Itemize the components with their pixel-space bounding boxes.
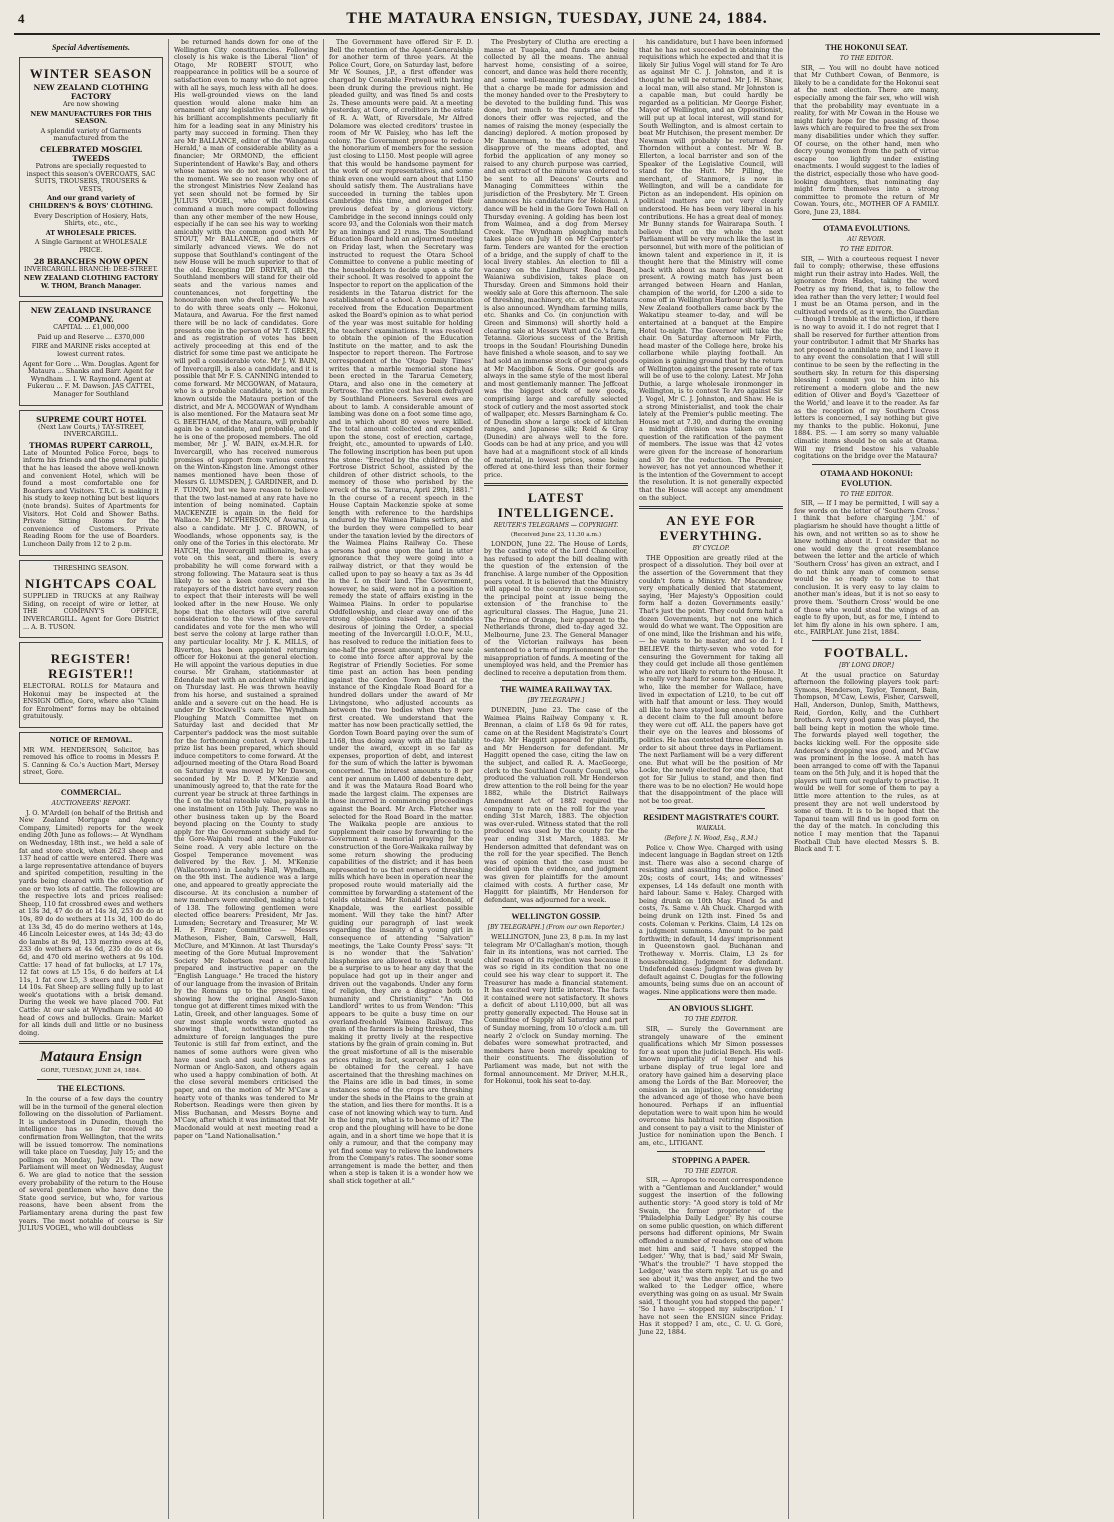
letter-text: SIR, — You will no doubt have noticed that Mr Cuthbert Cowan, of Benmore, is likely to be a candidate for the Hokonui seat at the next election. There are many, especially among the fair sex, who will wish that the probability may eventuate in a reality, for with Mr Cowan in the House we might fairly hope for the passing of those laws which are required to free the sex from many disabilities under which they suffer. Of course, on the other hand, men who decry young women from the path of virtue escape too lightly under existing enactments. I would suggest to the ladies of the district, especially those who have good-looking daughters, that nominating day might form themselves into a strong committee to promote the return of Mr Cowan. Yours, etc., MOTHER OF A FAMILY. Gore, June 23, 1884.	[794, 63, 939, 216]
hotel-ad: SUPREME COURT HOTEL (Next Law Courts,) TAY-STREET, INVERCARGILL. THOMAS RUPERT CARROLL, Late of Mounted Police Force, begs to inform his friends and the general public that he has leased the above well-known and convenient Hotel, which will be found a most comfortable one for Boarders and Visitors. T.R.C. is making it his study to keep nothing but best liquors (note brands). Suites of Apartments for Visitors. Hot Cold and Shower Baths. Private Sitting Rooms for the convenience of Customers. Private Reading Room for the use of Boarders. Luncheon Daily from 12 to 2 p.m.	[19, 410, 163, 556]
article-text: be returned hands down for one of the Wellington City constituencies. Following closely is his wake is the Liberal "lion" of Otago, Mr ROBERT STOUT, who reappearance in politics will be a source of satisfaction even to many who do not agree with all he says, much less with all he does. His well-grounded views on the land question would alone make him an ornament of any legislative chamber, while his brilliant accomplishments peculiarly fit him for a leading seat in any Ministry his party may succeed in forming. Then they are Mr BALLANCE, editor of the 'Wanganui Herald,' a man of considerable ability as a financier; Mr ORMOND, the efficient Superintendent of Hawke's Bay, and others whose names we do not now recollect at the moment. We see no reason why one of the strongest Ministries New Zealand has yet seen should not be formed by Sir JULIUS VOGEL, who will doubtless command a much more compact following than any other member of the new House, especially if he can see his way to working amicably with the common good with Mr STOUT, Mr BALLANCE, and others of similarly advanced views. We do not suppose that Southland's contingent of the new House will be much superior to that of the old. Excepting DE DRIVER, all the Southland members will stand for their old seats and the various names and countenances, not forgetting the honourable men who dwell there. We have to do with three seats only — Hokonui, Mataura, and Awarua. For the first named there will be no lack of candidates. Gore presents one in the person of Mr T. GREEN, and as registration of votes has been actively proceeding at this end of the district for some time past we anticipate he will poll a considerable vote. Mr J. W. BAIN, of Invercargill, is also a candidate, and it is possible that Mr F. S. CANNING intended to come forward. Mr MCGOWAN, of Mataura, who is a probable candidate, is not much known outside the Mataura portion of the district, and Mr A. MCGOWAN of Wyndham is also mentioned. For the Mataura seat Mr G. BEETHAM, of the Mataura, will probably again be a candidate, and probable, and if he is one of the proposed members. The old member, Mr J. W. BAIN, ex-M.H.R. for Invercargill, who has received numerous promises of support from various centres on the Winton-Kingston line. Amongst other names mentioned have been those of Messrs G. LUMSDEN, J. GARDINER, and D. F. TUNON, but we have reason to believe that the two last-named at any rate have no intention of being nominated. Captain MACKENZIE is again in the field for Wallace. Mr J. MCPHERSON, of Awarua, is also a candidate. Mr J. C. BROWN, of Woodlands, whose opponents say, is the only one of the Tories in this electorate. Mr HATCH, the Invercargill millionaire, has a vote on this seat, and there is every probability he will come forward with a strong following. The Mataura seat is thus likely to see a keen contest, and the ratepayers of the district have every reason to expect that their interests will be well looked after in the new House. We only hope that the electors will give careful consideration to the views of the several candidates and vote for the men who will best serve the colony at large rather than any particular locality. Mr J. K. MILLS, of Riverton, has been appointed returning officer for Hokonui at the general election. He will appoint the various deputies in due course. Mr Graham, stationmaster at Edendale met with an accident while riding on Thursday last. He was thrown heavily from his horse, and sustained a sprained ankle and a severe cut on the head. He is under Dr Stockwell's care. The Wyndham Ploughing Match Committee met on Saturday last and decided that Mr Carpenter's paddock was the most suitable for the forthcoming contest. A very liberal prize list has been prepared, which should induce competitors to come forward. At the adjourned meeting of the Otara Road Board on Saturday it was moved by Mr Dawson, seconded by Mr D. P. M'Kenzie and unanimously agreed to, that the rate for the current year be struck at three farthings in the £ on the total rateable value, payable in one instalment on 15th July. There was no other business taken up by the Board beyond placing on the County to study apply for the Government subsidy and for the Gore-Waipahi road and the Fukerau-Seine road. A very able lecture on the Gospel Temperance movement was delivered by the Rev. J. M. M'Kenzie (Wallacetown) in Leahy's Hall, Wyndham, on the 9th inst. The audience was a large one, and appeared to greatly appreciate the discourse. At its conclusion a number of new members were enrolled, making a total of 138. The following gentlemen were elected office bearers: President, Mr Jas. Lumsden; Secretary and Treasurer, Mr W. H. F. Frazer; Committee — Messrs Matheson, Fisher, Bain, Carswell, Hall, McClure, and M'Kinnon. At last Thursday's meeting of the Gore Mutual Improvement Society Mr Robertson read a carefully prepared and instructive paper on the "English Language." He traced the history of our language from the invasion of Britain by the Romans up to the present time, showing how the original Anglo-Saxon tongue got at different times mixed with the Latin, Greek, and other languages. Some of our most simple words were quoted as showing that, notwithstanding the admixture of foreign languages the pure Teutonic is still far from extinct, and the names of some authors were given who have used such and such languages as Norman or Anglo-Saxon, and others again who used a happy combination of both. At the close several members criticised the paper, and on the motion of Mr M'Caw a hearty vote of thanks was tendered to Mr Robertson. Readings were then given by Miss Buchanan, and Messrs Boyne and M'Caw, after which it was intimated that Mr Macdonald would at next meeting read a paper on "Land Nationalisation."	[174, 39, 318, 1140]
wellington-gossip-heading: WELLINGTON GOSSIP.	[511, 912, 601, 922]
insurance-ad: NEW ZEALAND INSURANCE COMPANY. CAPITAL ... £1,000,000 Paid up and Reserve ... £370,000 FIRE and MARINE risks accepted at lowest current rates. Agent for Gore ... Wm. Douglas. Agent for Mataura ... Shanks and Barr. Agent for Wyndham ... I. W. Raymond. Agent at Fukerau ... F. M. Dawson. JAS CATTEL, Manager for Southland	[19, 301, 163, 405]
page-number: 4	[18, 11, 25, 26]
magistrates-court-heading: RESIDENT MAGISTRATE'S COURT.	[643, 813, 779, 823]
coal-ad: THRESHING SEASON. NIGHTCAPS COAL SUPPLIED in TRUCKS at any Railway Siding, on receipt of wire or letter, at THE COMPANY'S OFFICE, INVERCARGILL. Agent for Gore District ... A. B. TUSON.	[19, 560, 163, 639]
letter-text: SIR, — With a courteous request I never fail to comply; otherwise, these effusions might run their astray into Hades. Well, the ignorance from Hades, taking the word Poetry as my friend, that is, to follow the idea rather than the very letter; I would feel I must be an Otama person, and in the cultivated words of, as it were, the Guardian — though I tremble at the infliction, if there is no way to avoid it. I do not regret that I shall be reserved for further attention from your contributor. I admit that Mr Sharks has not proposed to annihilate me, and I leave it to any event the consolation that I will still continue to be seen by the reflecting in the southern sky. In return for this dispersing blessing I commit you to him into his retirement a modern globe and the new edition of Oliver and Boyd's 'Gazetteer of the World,' and leave it to the reader. As far as the reception of my Southern Cross letters is concerned, I say nothing but give my thanks to the public. Hokonui, June 1884. P.S. — I am sorry so many valuable climatic items should be on sale at Otama. Will my friend bestow his valuable cogitations on the bridge over the Mataura?	[794, 254, 939, 461]
section-heading: Special Advertisements.	[52, 43, 130, 52]
column-3	[324, 39, 479, 1519]
elections-leader: In the course of a few days the country will be in the turmoil of the general election following on the dissolution of Parliament. It is understood in Dunedin, though the intelligence has so far received no confirmation from Wellington, that the writs will be issued tomorrow. The nominations will take place on Tuesday, July 15; and the pollings on Monday, July 21. The new Parliament will meet on Wednesday, August 6. We are glad to notice that the session every probability of the return to the House of several gentlemen who have done the State good service, but who, for various reasons, have been absent from the Parliamentary arena during the past few years. The most notable of course is Sir JULIUS VOGEL, who will doubtless	[19, 1095, 163, 1233]
column-4: The Presbytery of Clutha are erecting a manse at Tuapeka, and funds are being collected by all the means. The annual harvest home, consisting of a soiree, concert, and dance was held there recently, and some well-meaning persons decided that a charge be made for admission and the money handed over to the Presbytery to be devoted to the building fund. This was done, but much to the surprise of the donors their offer was rejected, and the names of raising the money (especially the dancing) deplored. A motion proposed by Mr Rannerman, to the effect that they disapprove of the means adopted, and forbid the application of any money so raised to any church purpose was carried, and an extract of the minute was ordered to be sent to all Deacons' Courts and Managing Committees within the jurisdiction of the Presbytery. Mr T. Green announces his candidature for Hokonui. A dance will be held in the Gore Town Hall on Thursday evening. A golding has been lost from Waimea, and a dog from Mersey Creek. The Wyndham ploughing match takes place on July 18 on Mr Carpenter's farm. Tenders are wanted for the erection of a bridge, and the supply of chaff to the local livery stables. An election to fill a vacancy on the Lindhurst Road Board, Waianiwa subdivision, takes place on Thursday. Green and Simmons hold their weekly sale at Gore this afternoon. The sale of threshing, machinery, etc. at the Mataura is also announced. Wyndham farming mills, etc. Shanks and Co. (in conjunction with Green and Simmons) will shortly hold a clearing sale at Messrs Watt and Co.'s farm, Tetanna. Glorious success of the British troops in the Soudan! Flourishing Dunedin have finished a whole season, and to say we had sold an immense stock of general goods at Mr Macgibbon & Sons. Our goods are always in the same style of the most liberal and most gentlemanly manner. The Jeffcoat was the biggest stock of new goods, comprising large and carefully selected stock of cutlery and the most assorted stock of wallpaper, etc. Messrs Barningham & Co. of Dunedin show a large stock of kitchen ranges, and Japanese silk; Reid & Gray (Dunedin) are always well to the fore. Goods can be had at any price, and you will have had at a magnificent stock of all kinds of material, in lowest prices, some being offered at one-third less than their former price. LATEST INTELLIGENCE. REUTER'S TELEGRAMS — COPYRIGHT. (Received June 23, 11.30 a.m.) LONDON, June 22. The House of Lords, by the casting vote of the Lord Chancellor, has refused to adopt the bill dealing with the question of the extension of the franchise. A large number of the Opposition peers voted. It is believed that the Ministry will appeal to the country in consequence, the principal point at issue being the extension of the franchise to the agricultural classes. The Hague, June 21. The Prince of Orange, heir apparent to the Netherlands throne, died to-day aged 32. Melbourne, June 23. The General Manager of the Victorian railways has been sentenced to a term of imprisonment for the misappropriation of funds. A meeting of the unemployed was held, and the Premier has declined to receive a deputation from them. THE WAIMEA RAILWAY TAX. [BY TELEGRAPH.] DUNEDIN, June 23. The case of the Waimea Plains Railway Company v. R. Brennan, a claim of L18 6s 9d for rates, came on at the Resident Magistrate's Court to-day. Mr Haggitt appeared for plaintiffs, and Mr Henderson for defendant. Mr Haggitt opened the case, citing the law on the subject, and called R. A. MacGeorge, clerk to the Southland County Council, who produced the valuation roll. Mr Henderson drew attention to the roll being for the year 1882, while the District Railways Amendment Act of 1882 required the company to rate on the roll for the year ending 31st March, 1883. The objection was over-ruled. Witness stated that the roll produced was used by the county for the year ending 31st March, 1883. Mr Henderson admitted that defendant was on the roll for the year specified. The Bench was of opinion that the case must be decided upon the evidence, and judgment was given for plaintiffs for the amount claimed with costs. A further case, Mr Haggitt for plaintiffs, Mr Henderson for defendant, was adjourned for a week. WELLINGTON GOSSIP. [BY TELEGRAPH.] (From our own Reporter.) WELLINGTON, June 23, 8 p.m. In my last telegram Mr O'Callaghan's motion, though fair in its intentions, was not carried. The chief reason of its rejection was because it was so rigid in its condition that no one could see his way clear to support it. The Treasurer has made a financial statement. It has excited very little interest. The facts it contained were not satisfactory. It shows a deficit of about L110,000, but all was pretty generally expected. The House sat in Committee of Supply all Saturday and part of Sunday morning, from 10 o'clock a.m. till nearly 2 o'clock on Sunday morning. The debates were somewhat protracted, and members have been merely speaking to their constituents. The dissolution of Parliament was made, but not with the formal announcement. Mr Driver, M.H.R., for Hokonui, took his seat to-day.	[479, 39, 634, 1519]
column-1: Special Advertisements. WINTER SEASON NEW ZEALAND CLOTHING FACTORY Are now showing NEW MANUFACTURES FOR THIS SEASON. A splendid variety of Garments manufactured from the CELEBRATED MOSGIEL TWEEDS Patrons are specially requested to inspect this season's OVERCOATS, SAC SUITS, TROUSERS, TROUSERS & VESTS, And our grand variety of CHILDREN'S & BOYS' CLOTHING. Every Description of Hosiery, Hats, Shirts, etc., etc., AT WHOLESALE PRICES. A Single Garment at WHOLESALE PRICE. 28 BRANCHES NOW OPEN INVERCARGILL BRANCH: DEE-STREET. NEW ZEALAND CLOTHING FACTORY W. THOM, Branch Manager. NEW ZEALAND INSURANCE COMPANY. CAPITAL ... £1,000,000 Paid up and Reserve ... £370,000 FIRE and MARINE risks accepted at lowest current rates. Agent for Gore ... Wm. Douglas. Agent for Mataura ... Shanks and Barr. Agent for Wyndham ... I. W. Raymond. Agent at Fukerau ... F. M. Dawson. JAS CATTEL, Manager for Southland SUPREME COURT HOTEL (Next Law Courts,) TAY-STREET, INVERCARGILL. THOMAS RUPERT CARROLL, Late of Mounted Police Force, begs to inform his friends and the general public that he has leased the above well-known and convenient Hotel, which will be found a most comfortable one for Boarders and Visitors. T.R.C. is making it his study to keep nothing but best liquors (note brands). Suites of Apartments for Visitors. Hot Cold and Shower Baths. Private Sitting Rooms for the convenience of Customers. Private Reading Room for the use of Boarders. Luncheon Daily from 12 to 2 p.m. THRESHING SEASON. NIGHTCAPS COAL SUPPLIED in TRUCKS at any Railway Siding, on receipt of wire or letter, at THE COMPANY'S OFFICE, INVERCARGILL. Agent for Gore District ... A. B. TUSON. REGISTER! REGISTER!! ELECTORAL ROLLS for Mataura and Hokonui may be inspected at the ENSIGN Office, Gore, where also "Claim for Enrolment" forms may be obtained gratuitously. NOTICE OF REMOVAL. MR WM. HENDERSON, Solicitor, has removed his office to rooms in Messrs P. S. Canning & Co.'s Auction Mart, Mersey street, Gore. COMMERCIAL. AUCTIONEERS' REPORT. J. O. M'Ardell (on behalf of the British and New Zealand Mortgage and Agency Company, Limited) reports for the week ending 20th June as follows:— At Wyndham on Wednesday, 18th inst., we held a sale of fat and store stock, when 2623 sheep and 137 head of cattle were entered. There was a large representative attendance of buyers and spirited competition, resulting in the yards being cleared with the exception of one or two lots of cattle. The following are the respective lots and prices realised: Sheep, 110 fat crossbred ewes and wethers at 13s 3d, 47 do do at 14s 3d, 253 do do at 10s, 89 do do wethers at 11s 3d, 100 do do at 13s 3d, 45 do do merino wethers at 14s, 46 Lincoln Leicester ewes, at 14s 3d; 43 do do lambs at 8s 9d, 133 merino ewes at 4s, 233 do wethers at 4s 6d, 235 do do at 6s 6d, and 470 old merino wethers at 9s 10d. Cattle: 17 head of fat bullocks, at L7 17s, 12 fat cows at L5 15s, 6 do heifers at L4 11s, 1 fat cow L5, 3 steers and 1 heifer at L4 10s. Fat Sheep are selling fully up to last week's quotations with a brisk demand. During the week we have placed 700. Fat Cattle: At our sale at Wyndham we sold 40 head of cows and bullocks. Grain: Market for all kinds dull and little or no business doing. Mataura Ensign GORE, TUESDAY, JUNE 24, 1884. THE ELECTIONS. In the course of a few days the country will be in the turmoil of the general election following on the dissolution of Parliament. It is understood in Dunedin, though the intelligence has so far received no confirmation from Wellington, that the writs will be issued tomorrow. The nominations will take place on Tuesday, July 15; and the pollings on Monday, July 21. The new Parliament will meet on Wednesday, August 6. We are glad to notice that the session every probability of the return to the House of several gentlemen who have done the State good service, but who, for various reasons, have been absent from the Parliamentary arena during the past few years. The most notable of course is Sir JULIUS VOGEL, who will doubtless	[14, 39, 169, 1519]
commercial-heading: COMMERCIAL.	[60, 788, 122, 798]
article-text: WELLINGTON, June 23, 8 p.m. In my last telegram Mr O'Callaghan's motion, though fair in its intentions, was not carried. The chief reason of its rejection was because it was so rigid in its condition that no one could see his way clear to support it. The Treasurer has made a financial statement. It has excited very little interest. The facts it contained were not satisfactory. It shows a deficit of about L110,000, but all was pretty generally expected. The House sat in Committee of Supply all Saturday and part of Sunday morning, from 10 o'clock a.m. till nearly 2 o'clock on Sunday morning. The debates were somewhat protracted, and members have been merely speaking to their constituents. The dissolution of Parliament was made, but not with the formal announcement. Mr Driver, M.H.R., for Hokonui, took his seat to-day.	[484, 932, 628, 1086]
article-text: The Presbytery of Clutha are erecting a manse at Tuapeka, and funds are being collected by all the means. The annual harvest home, consisting of a soiree, concert, and dance was held there recently, and some well-meaning persons decided that a charge be made for admission and the money handed over to the Presbytery to be devoted to the building fund. This was done, but much to the surprise of the donors their offer was rejected, and the names of raising the money (especially the dancing) deplored. A motion proposed by Mr Rannerman, to the effect that they disapprove of the means adopted, and forbid the application of any money so raised to any church purpose was carried, and an extract of the minute was ordered to be sent to all Deacons' Courts and Managing Committees within the jurisdiction of the Presbytery. Mr T. Green announces his candidature for Hokonui. A dance will be held in the Gore Town Hall on Thursday evening. A golding has been lost from Waimea, and a dog from Mersey Creek. The Wyndham ploughing match takes place on July 18 on Mr Carpenter's farm. Tenders are wanted for the erection of a bridge, and the supply of chaff to the local livery stables. An election to fill a vacancy on the Lindhurst Road Board, Waianiwa subdivision, takes place on Thursday. Green and Simmons hold their weekly sale at Gore this afternoon. The sale of threshing, machinery, etc. at the Mataura is also announced. Wyndham farming mills, etc. Shanks and Co. (in conjunction with Green and Simmons) will shortly hold a clearing sale at Messrs Watt and Co.'s farm, Tetanna. Glorious success of the British troops in the Soudan! Flourishing Dunedin have finished a whole season, and to say we had sold an immense stock of general goods at Mr Macgibbon & Sons. Our goods are always in the same style of the most liberal and most gentlemanly manner. The Jeffcoat was the biggest stock of new goods, comprising large and carefully selected stock of cutlery and the most assorted stock of wallpaper, etc. Messrs Barningham & Co. of Dunedin show a large stock of kitchen ranges, and Japanese silk; Reid & Gray (Dunedin) are always well to the fore. Goods can be had at any price, and you will have had at a magnificent stock of all kinds of material, in lowest prices, some being offered at one-third less than their former price.	[484, 39, 628, 479]
latest-intelligence-heading: LATEST INTELLIGENCE.	[497, 490, 615, 521]
article-text: LONDON, June 22. The House of Lords, by the casting vote of the Lord Chancellor, has refused to adopt the bill dealing with the question of the extension of the franchise. A large number of the Opposition peers voted. It is believed that the Ministry will appeal to the country in consequence, the principal point at issue being the extension of the franchise to the agricultural classes. The Hague, June 21. The Prince of Orange, heir apparent to the Netherlands throne, died to-day aged 32. Melbourne, June 23. The General Manager of the Victorian railways has been sentenced to a term of imprisonment for the misappropriation of funds. A meeting of the unemployed was held, and the Premier has declined to receive a deputation from them.	[484, 539, 629, 677]
article-text: The Government have offered Sir F. D. Bell the retention of the Agent-Generalship for another term of three years. At the Police Court, Gore, on Saturday last, before Mr W. Sounes, J.P., a first offender was charged by Constable Fretwell with having been drunk during the previous night. He pleaded guilty, and was fined 5s and costs 2s. These amounts were paid. At a meeting yesterday, at Gore, of creditors in the estate of R. A. Watt, of Riversdale, Mr Alfred Dolamore was elected creditors' trustee in room of Mr W. Paisley, who has left the colony. The Government propose to reduce the honorarium of members for the session just closing to L150. Most people will agree that this would be handsome payment for the work of our representatives, and some think even one would earn about that L150 should satisfy them. The Australians have succeeded in turning the tables upon Cambridge this time, and avenged their previous defeat by a glorious victory. Cambridge in the second innings could only score 93, and the Colonials won their match by an innings and 21 runs. The Southland Education Board held an adjourned meeting on Friday last, when the Secretary was instructed to request the Otara School Committee to convene a public meeting of the householders to decide upon a site for their school. It was resolved to appoint the Inspector to report on the application of the residents in the Tatarua district for the establishment of a school. A communication received from the Education Department asked the Board's opinion as to what period of the year was most suitable for holding the teachers' examinations. It was resolved to obtain the opinion of the Education Institute on the matter, and to ask the Inspector to report thereon. The Fortrose correspondent of the 'Otago Daily Times' writes that a marble memorial stone has been erected in the Tararua Cemetery, Otara, and also one in the cemetery at Fortrose. The entire cost has been defrayed by Southland Pioneers. Several ewes are about to lamb. A considerable amount of lambing was done on a foot some time ago, and in which about 80 ewes were killed. The total amount collected and expended upon the stone, cost of erection, cartage, freight, etc., amounted to upwards of L40. The following inscription has been put upon the stone: "Erected by the children of the Fortrose District School, assisted by the children of other district schools, to the memory of those who perished by the wreck of the ss. Tararua, April 29th, 1881." In the course of a recent speech in the House Captain Mackenzie spoke at some length with reference to the hardships endured by the Waimea Plains settlers, and the burden they were compelled to bear under the taxation levied by the directors of the Waimea Plains Railway Co. These persons had gone upon the land in utter ignorance that they were going into a railway district, or that they would be called upon to pay so heavy a tax as 3s 4d in the L on their land. The Government, however, he said, were not in a position to remedy the state of affairs existing in the Waimea Plains. In order to popularise Oddfellowship, and clear away one of the strong objections raised to candidates desirous of joining the Order, a special meeting of the Invercargill I.O.O.F., M.U., has resolved to reduce the initiation fees to one-half the present amount, the new scale to come into force after approval by the Registrar of Friendly Societies. For some time past an action has been pending against the Gordon Town Board at the instance of the Kingdale Road Board for a hundred dollars under the award of Mr Livingstone, who adjusted accounts as between the two bodies when they were first created. We understand that the matter has now been practically settled, the Gordon Town Board paying over the sum of L168, thus doing away with all the liability under the award, except in so far as expenses, proportion of debt, and interest for the sum of which the latter is bywoman concerned. The interest amounts to 8 per cent per annum on L400 of debenture debt, and it was the Mataura Road Board who made the largest claim. The expenses are those incurred in commencing proceedings against the Board. Mr Arch. Fletcher was selected for the Road Board in the matter. The Waikaka people are anxious to supplement their case by forwarding to the Government a memorial praying for the construction of the Gore-Waikaka railway by some return showing the producing capabilities of the district; and it has been represented to us that owners of threshing mills which have been in operation near the proposed route would materially aid the committee by forwarding a statement of the yields obtained. Mr Ronald Macdonald, of Knapdale, was the earliest possible moment. Will they take the hint? After guiding our paragraph of last week regarding the insanity of a young girl in consequence of attending "Salvation" meetings, the 'Lake County Press' says: "It is no wonder that the 'Salvation' blasphemies are allowed to exist. It would be a surprise to us to hear any day that the populace had got up in their anger and driven out the vagabonds. Under any form of religion, they are a disgrace both to humanity and Christianity." "An Old Landlord" writes to us from Wendon: "This appears to be quite a busy time on our overland-freehold Waimea Railway. The grain of the farmers is being threshed, thus making it pretty lively at the respective stations by the grain of grain coming in. But the great misfortune of all is the miserable prices ruling; in fact, scarcely any sale can be obtained for the cereal. I have ascertained that the threshing machines on the Plains are idle in bad times, in some instances some of the crops are threshing under the sheds in the Plains to the grain at the station, and lies there for months. It is a case of not knowing which way to turn. And in the long run, what is to become of it? The crop and the ploughing will have to be done again, and in a short time we hope that it is only a rumour, and that the company may yet find some way to relieve the landowners from the Company's rates. The sooner some arrangement is made the better, and then when a step is taken it is a wonder how we shall stick together at all."	[329, 39, 473, 1186]
page-title: THE MATAURA ENSIGN, TUESDAY, JUNE 24, 1884.	[346, 10, 768, 27]
letter-text: SIR, — If I may be permitted, I will say a few words on the letter of 'Southern Cross.' I think that before charging 'J.M.' of plagiarism he should have thought a little of his own, and not written so as to show he knew nothing about it. I consider that no one would deny the great resemblance between the letter and the article of which 'Southern Cross' has given an extract, and I do not think any man of common sense would be so ready to come to that conclusion. It is very easy to lay claim to another man's ideas, but it is not so easy to prove them. 'Southern Cross' would be one of those who would steal the wings of an eagle to fly upon, but, as for me, I intend to let him fly alone in his own sphere. I am, etc., FAIRPLAY. June 21st, 1884.	[794, 499, 939, 637]
removal-notice: NOTICE OF REMOVAL. MR WM. HENDERSON, Solicitor, has removed his office to rooms in Messrs P. S. Canning & Co.'s Auction Mart, Mersey street, Gore.	[19, 732, 163, 784]
article-text: DUNEDIN, June 23. The case of the Waimea Plains Railway Company v. R. Brennan, a claim of L18 6s 9d for rates, came on at the Resident Magistrate's Court to-day. Mr Haggitt appeared for plaintiffs, and Mr Henderson for defendant. Mr Haggitt opened the case, citing the law on the subject, and called R. A. MacGeorge, clerk to the Southland County Council, who produced the valuation roll. Mr Henderson drew attention to the roll being for the year 1882, while the District Railways Amendment Act of 1882 required the company to rate on the roll for the year ending 31st March, 1883. The objection was over-ruled. Witness stated that the roll produced was used by the county for the year ending 31st March, 1883. Mr Henderson admitted that defendant was on the roll for the year specified. The Bench was of opinion that the case must be decided upon the evidence, and judgment was given for plaintiffs for the amount claimed with costs. A further case, Mr Haggitt for plaintiffs, Mr Henderson for defendant, was adjourned for a week.	[484, 705, 628, 904]
eye-for-everything-heading: AN EYE FOR EVERYTHING.	[659, 513, 763, 544]
article-text: Police v. Chow Wye. Charged with using indecent language in Bagdan street on 12th inst. There was also a second charge of resisting and assaulting the police. Fined 20s; costs of court, 14s; and witnesses' expenses, L4 14s default one month with hard labour. Same v. Haley. Charged with being drunk on 10th May. Fined 5s and costs, 7s. Same v. Ah Chuck. Charged with being drunk on 12th inst. Fined 5s and costs. Coleman v. Perkins. Claim, L4 12s on a judgment summons. Amount to be paid forthwith; in default, 14 days' imprisonment in Queenstown gaol. Buchanan and Trotheway v. Morris. Claim, L3 2s for housebreaking. Judgment for defendant. Undefended cases: Judgment was given by default against C. Douglas for the following amounts, being sums due on an account of wages. Nine applications were then made.	[639, 843, 783, 996]
otama-hokonui-heading: OTAMA AND HOKONUI: EVOLUTION.	[820, 468, 913, 488]
masthead	[14, 10, 1100, 35]
stopping-paper-heading: STOPPING A PAPER.	[672, 1155, 750, 1165]
letter-text: SIR, — Surely the Government are strangely unaware of the eminent qualifications which Mr Simon possesses for a seat upon the judicial Bench. His well-known impartiality of temper and his urbane display of true legal lore and oratory have gained him a deserving place among the Lords of the Bar. Moreover, the omission is an injustice, too, considering the advanced age of those who have been honoured. Perhaps if an influential deputation were to wait upon him he would overcome his habitual retiring disposition and consent to pay a visit to the Minister of Justice for nomination upon the Bench. I am, etc., LITIGANT.	[639, 1025, 783, 1147]
column-5: his candidature, but I have been informed that he has not succeeded in obtaining the requisitions which he expected and that it is likely Sir Julius Vogel will stand for Te Aro as against Mr C. J. Johnston, and it is thought he will be returned. Mr J. H. Shaw, a local man, will also stand. Mr Johnston is a capable man, but could hardly be regarded as a politician. Mr George Fisher, Mayor of Wellington, and an Oppositionist, will put up at local interest, will stand for South Wellington, and is almost certain to beat Mr Hutchison, the present member. Dr Newman will probably be returned for Thorndon without a contest. Mr W. B. Ellerton, a local barrister and son of the Speaker of the Legislative Council, will stand for the Hutt. Mr Pilling, the merchant, of Stanmore, is now in Wellington, and will be a candidate for Picton as an independent. His opinion on political matters are not very clearly understood. He has been very liberal in his contributions. He has a great deal of money. Mr Bunny stands for Wairarapa South. I believe that on the whole the next Parliament will be very much like the last in personnel, but with more of the politician of known talent and experience in it, it is thought here that the Ministry will come back with about as many followers as at present. A rowing match has just been arranged between Hearn and Hanlan, champion of the world, for L200 a side to come off in Wellington Harbour shortly. The New Zealand footballers came back by the Wakatipu steamer to-day, and will be entertained at a banquet at the Empire Hotel to-night. The Governor will take the chair. On Saturday afternoon Mr Firth, head master of the College here, broke his collarbone while playing football. An opinion is gaining ground that by the return of Wellington against the present rate of tax will be of use to the colony. Latest. Mr John Duthie, a large wholesale ironmonger in Wellington, is to contest Te Aro against Sir J. Vogel, Mr C. J. Johnston, and Shaw. He is a strong Ministerialist, and took the chair lately at the Premier's public meeting. The House met at 7.30, and during the evening a midnight division was taken on the question of the ratification of the payment of members. The issue was that 42 votes were given for the increase of honorarium and 30 for the reduction. The Premier, however, has not yet announced whether it is the intention of the Government to accept the resolution. It is not generally expected that the House will accept any amendment on the subject. AN EYE FOR EVERYTHING. BY CYCLOP. THE Opposition are greatly riled at the prospect of a dissolution. They boil over at the assertion of the Government that they couldn't form a Ministry. Mr Macandrew very emphatically denied that statement, saying, 'Her Majesty's Opposition could form half a dozen Governments easily.' That's just the point. They could form half a dozen Governments, but not one which would do what we want. The Opposition are of one mind, like the Irishman and his wife, — he wants to be master, and so do I. I BELIEVE the thirty-seven who voted for censuring the Government for taking all they could get include all those gentlemen who are not likely to return to the House. It is really very hard for some hon. gentlemen, who, like the member for Wallace, have lived in expectation of L210, to be cut off with half that amount or less. They would all like to have stayed long enough to have a decent claim to the full amount before they were cut off. ALL the papers have got their eye on the leaves and blossoms of politics. He has contested three elections in order to sit about three days in Parliament. The next Parliament will be a very different one. But what will be the position of Mr Locke, the newly elected for one place, that got for Sir Julius to stand, and then find there was to be no election? He would hope that the disappointment of the place will not be too great. RESIDENT MAGISTRATE'S COURT. WAIKAIA. (Before J. N. Wood, Esq., R.M.) Police v. Chow Wye. Charged with using indecent language in Bagdan street on 12th inst. There was also a second charge of resisting and assaulting the police. Fined 20s; costs of court, 14s; and witnesses' expenses, L4 14s default one month with hard labour. Same v. Haley. Charged with being drunk on 10th May. Fined 5s and costs, 7s. Same v. Ah Chuck. Charged with being drunk on 12th inst. Fined 5s and costs. Coleman v. Perkins. Claim, L4 12s on a judgment summons. Amount to be paid forthwith; in default, 14 days' imprisonment in Queenstown gaol. Buchanan and Trotheway v. Morris. Claim, L3 2s for housebreaking. Judgment for defendant. Undefended cases: Judgment was given by default against C. Douglas for the following amounts, being sums due on an account of wages. Nine applications were then made. AN OBVIOUS SLIGHT. TO THE EDITOR. SIR, — Surely the Government are strangely unaware of the eminent qualifications which Mr Simon possesses for a seat upon the judicial Bench. His well-known impartiality of temper and his urbane display of true legal lore and oratory have gained him a deserving place among the Lords of the Bar. Moreover, the omission is an injustice, too, considering the advanced age of those who have been honoured. Perhaps if an influential deputation were to wait upon him he would overcome his habitual retiring disposition and consent to pay a visit to the Minister of Justice for nomination upon the Bench. I am, etc., LITIGANT. STOPPING A PAPER. TO THE EDITOR. SIR, — Apropos to recent correspondence with a "Gentleman and Aucklander," would suggest the insertion of the following authentic story: "A good story is told of Mr Swain, the former proprietor of the 'Philadelphia Daily Ledger.' By his course on some public question, on which different persons had different opinions, Mr Swain offended a number of readers, one of whom met him and said, 'I have stopped the Ledger.' 'Why, that is bad,' said Mr Swain, 'What's the trouble?' 'I have stopped the Ledger,' was the stern reply. 'Let us go and see about it,' was the answer, and the two walked to the Ledger office, where everything was going on as usual. Mr Swain said, 'I thought you had stopped the paper.' 'So I have — stopped my subscription.' I have not seen the ENSIGN since Friday. Has it stopped? I am, etc., C. U. G. Gore, June 22, 1884.	[634, 39, 789, 1519]
article-text: At the usual practice on Saturday afternoon the following players took part: Symons, Henderson, Taylor, Tennent, Bain, Thompson, M'Caw, Lewis, Fisher, Carswell, Hall, Anderson, Dunlop, Smith, Matthews, Reid, Gordon, Kelly, and the Cuthbert brothers. A very good game was played, the ball being kept in motion the whole time. The forwards played well together, the backs kicking well. For the opposite side Anderson's dropping was good, and M'Caw was prominent in the loose. A match has been arranged to come off with the Tapanui team on the 5th July, and it is hoped that the players will turn out regularly to practise. It would be well for some of them to pay a little more attention to the rules, as at present they are not well understood by some of them. It is to be hoped that the Tapanui team will find us in good form on the day of the match. In concluding this notice I may mention that the Tapanui Football Club have elected Messrs S. B. Black and T. T.	[794, 670, 939, 854]
otama-evolutions-heading: OTAMA EVOLUTIONS.	[823, 224, 910, 234]
article-text: THE Opposition are greatly riled at the prospect of a dissolution. They boil over at the assertion of the Government that they couldn't form a Ministry. Mr Macandrew very emphatically denied that statement, saying, 'Her Majesty's Opposition could form half a dozen Governments easily.' That's just the point. They could form half a dozen Governments, but not one which would do what we want. The Opposition are of one mind, like the Irishman and his wife, — he wants to be master, and so do I. I BELIEVE the thirty-seven who voted for censuring the Government for taking all they could get include all those gentlemen who are not likely to return to the House. It is really very hard for some hon. gentlemen, who, like the member for Wallace, have lived in expectation of L210, to be cut off with half that amount or less. They would all like to have stayed long enough to have a decent claim to the full amount before they were cut off. ALL the papers have got their eye on the leaves and blossoms of politics. He has contested three elections in order to sit about three days in Parliament. The next Parliament will be a very different one. But what will be the position of Mr Locke, the newly elected for one place, that got for Sir Julius to stand, and then find there was to be no election? He would hope that the disappointment of the place will not be too great.	[639, 553, 783, 805]
column-6: THE HOKONUI SEAT. TO THE EDITOR. SIR, — You will no doubt have noticed that Mr Cuthbert Cowan, of Benmore, is likely to be a candidate for the Hokonui seat at the next election. There are many, especially among the fair sex, who will wish that the probability may eventuate in a reality, for with Mr Cowan in the House we might fairly hope for the passing of those laws which are required to free the sex from many disabilities under which they suffer. Of course, on the other hand, men who decry young women from the path of virtue escape too lightly under existing enactments. I would suggest to the ladies of the district, especially those who have good-looking daughters, that nominating day might form themselves into a strong committee to promote the return of Mr Cowan. Yours, etc., MOTHER OF A FAMILY. Gore, June 23, 1884. OTAMA EVOLUTIONS. AU REVOIR. TO THE EDITOR. SIR, — With a courteous request I never fail to comply; otherwise, these effusions might run their astray into Hades. Well, the ignorance from Hades, taking the word Poetry as my friend, that is, to follow the idea rather than the very letter; I would feel I must be an Otama person, and in the cultivated words of, as it were, the Guardian — though I tremble at the infliction, if there is no way to avoid it. I do not regret that I shall be reserved for further attention from your contributor. I admit that Mr Sharks has not proposed to annihilate me, and I leave it to any event the consolation that I will still continue to be seen by the reflecting in the southern sky. In return for this dispersing blessing I commit you to him into his retirement a modern globe and the new edition of Oliver and Boyd's 'Gazetteer of the World,' and leave it to the reader. As far as the reception of my Southern Cross letters is concerned, I say nothing but give my thanks to the public. Hokonui, June 1884. P.S. — I am sorry so many valuable climatic items should be on sale at Otama. Will my friend bestow his valuable cogitations on the bridge over the Mataura? OTAMA AND HOKONUI: EVOLUTION. TO THE EDITOR. SIR, — If I may be permitted, I will say a few words on the letter of 'Southern Cross.' I think that before charging 'J.M.' of plagiarism he should have thought a little of his own, and not written so as to show he knew nothing about it. I consider that no one would deny the great resemblance between the letter and the article of which 'Southern Cross' has given an extract, and I do not think any man of common sense would be so ready to come to that conclusion. It is very easy to lay claim to another man's ideas, but it is not so easy to prove them. 'Southern Cross' would be one of those who would steal the wings of an eagle to fly upon, but, as for me, I intend to let him fly alone in his own sphere. I am, etc., FAIRPLAY. June 21st, 1884. FOOTBALL. [BY LONG DROP.] At the usual practice on Saturday afternoon the following players took part: Symons, Henderson, Taylor, Tennent, Bain, Thompson, M'Caw, Lewis, Fisher, Carswell, Hall, Anderson, Dunlop, Smith, Matthews, Reid, Gordon, Kelly, and the Cuthbert brothers. A very good game was played, the ball being kept in motion the whole time. The forwards played well together, the backs kicking well. For the opposite side Anderson's dropping was good, and M'Caw was prominent in the loose. A match has been arranged to come off with the Tapanui team on the 5th July, and it is hoped that the players will turn out regularly to practise. It would be well for some of them to pay a little more attention to the rules, as at present they are not well understood by some of them. It is to be hoped that the Tapanui team will find us in good form on the day of the match. In concluding this notice I may mention that the Tapanui Football Club have elected Messrs S. B. Black and T. T.	[794, 43, 939, 854]
waimea-railway-heading: THE WAIMEA RAILWAY TAX.	[499, 685, 613, 695]
obvious-slight-heading: AN OBVIOUS SLIGHT.	[668, 1004, 754, 1014]
columns	[14, 39, 1100, 1519]
newspaper-nameplate: Mataura Ensign	[39, 1049, 143, 1066]
register-ad: REGISTER! REGISTER!! ELECTORAL ROLLS for Mataura and Hokonui may be inspected at the ENSIGN Office, Gore, where also "Claim for Enrolment" forms may be obtained gratuitously.	[19, 642, 163, 728]
auctioneers-report: J. O. M'Ardell (on behalf of the British and New Zealand Mortgage and Agency Company, Limited) reports for the week ending 20th June as follows:— At Wyndham on Wednesday, 18th inst., we held a sale of fat and store stock, when 2623 sheep and 137 head of cattle were entered. There was a large representative attendance of buyers and spirited competition, resulting in the yards being cleared with the exception of one or two lots of cattle. The following are the respective lots and prices realised: Sheep, 110 fat crossbred ewes and wethers at 13s 3d, 47 do do at 14s 3d, 253 do do at 10s, 89 do do wethers at 11s 3d, 100 do do at 13s 3d, 45 do do merino wethers at 14s, 46 Lincoln Leicester ewes, at 14s 3d; 43 do do lambs at 8s 9d, 133 merino ewes at 4s, 233 do wethers at 4s 6d, 235 do do at 6s 6d, and 470 old merino wethers at 9s 10d. Cattle: 17 head of fat bullocks, at L7 17s, 12 fat cows at L5 15s, 6 do heifers at L4 11s, 1 fat cow L5, 3 steers and 1 heifer at L4 10s. Fat Sheep are selling fully up to last week's quotations with a brisk demand. During the week we have placed 700. Fat Cattle: At our sale at Wyndham we sold 40 head of cows and bullocks. Grain: Market for all kinds dull and little or no business doing.	[19, 808, 163, 1037]
elections-heading: THE ELECTIONS.	[57, 1084, 125, 1094]
hokonui-seat-heading: THE HOKONUI SEAT.	[825, 43, 908, 52]
letter-text: SIR, — Apropos to recent correspondence with a "Gentleman and Aucklander," would suggest the insertion of the following authentic story: "A good story is told of Mr Swain, the former proprietor of the 'Philadelphia Daily Ledger.' By his course on some public question, on which different persons had different opinions, Mr Swain offended a number of readers, one of whom met him and said, 'I have stopped the Ledger.' 'Why, that is bad,' said Mr Swain, 'What's the trouble?' 'I have stopped the Ledger,' was the stern reply. 'Let us go and see about it,' was the answer, and the two walked to the Ledger office, where everything was going on as usual. Mr Swain said, 'I thought you had stopped the paper.' 'So I have — stopped my subscription.' I have not seen the ENSIGN since Friday. Has it stopped? I am, etc., C. U. G. Gore, June 22, 1884.	[639, 1176, 783, 1337]
clothing-factory-ad: WINTER SEASON NEW ZEALAND CLOTHING FACTORY Are now showing NEW MANUFACTURES FOR THIS SEASON. A splendid variety of Garments manufactured from the CELEBRATED MOSGIEL TWEEDS Patrons are specially requested to inspect this season's OVERCOATS, SAC SUITS, TROUSERS, TROUSERS & VESTS, And our grand variety of CHILDREN'S & BOYS' CLOTHING. Every Description of Hosiery, Hats, Shirts, etc., etc., AT WHOLESALE PRICES. A Single Garment at WHOLESALE PRICE. 28 BRANCHES NOW OPEN INVERCARGILL BRANCH: DEE-STREET. NEW ZEALAND CLOTHING FACTORY W. THOM, Branch Manager.	[19, 57, 163, 297]
article-text: his candidature, but I have been informed that he has not succeeded in obtaining the requisitions which he expected and that it is likely Sir Julius Vogel will stand for Te Aro as against Mr C. J. Johnston, and it is thought he will be returned. Mr J. H. Shaw, a local man, will also stand. Mr Johnston is a capable man, but could hardly be regarded as a politician. Mr George Fisher, Mayor of Wellington, and an Oppositionist, will put up at local interest, will stand for South Wellington, and is almost certain to beat Mr Hutchison, the present member. Dr Newman will probably be returned for Thorndon without a contest. Mr W. B. Ellerton, a local barrister and son of the Speaker of the Legislative Council, will stand for the Hutt. Mr Pilling, the merchant, of Stanmore, is now in Wellington, and will be a candidate for Picton as an independent. His opinion on political matters are not very clearly understood. He has been very liberal in his contributions. He has a great deal of money. Mr Bunny stands for Wairarapa South. I believe that on the whole the next Parliament will be very much like the last in personnel, but with more of the politician of known talent and experience in it, it is thought here that the Ministry will come back with about as many followers as at present. A rowing match has just been arranged between Hearn and Hanlan, champion of the world, for L200 a side to come off in Wellington Harbour shortly. The New Zealand footballers came back by the Wakatipu steamer to-day, and will be entertained at a banquet at the Empire Hotel to-night. The Governor will take the chair. On Saturday afternoon Mr Firth, head master of the College here, broke his collarbone while playing football. An opinion is gaining ground that by the return of Wellington against the present rate of tax will be of use to the colony. Latest. Mr John Duthie, a large wholesale ironmonger in Wellington, is to contest Te Aro against Sir J. Vogel, Mr C. J. Johnston, and Shaw. He is a strong Ministerialist, and took the chair lately at the Premier's public meeting. The House met at 7.30, and during the evening a midnight division was taken on the question of the ratification of the payment of members. The issue was that 42 votes were given for the increase of honorarium and 30 for the reduction. The Premier, however, has not yet announced whether it is the intention of the Government to accept the resolution. It is not generally expected that the House will accept any amendment on the subject.	[639, 39, 784, 502]
football-heading: FOOTBALL.	[824, 644, 909, 660]
column-2	[169, 39, 324, 1519]
